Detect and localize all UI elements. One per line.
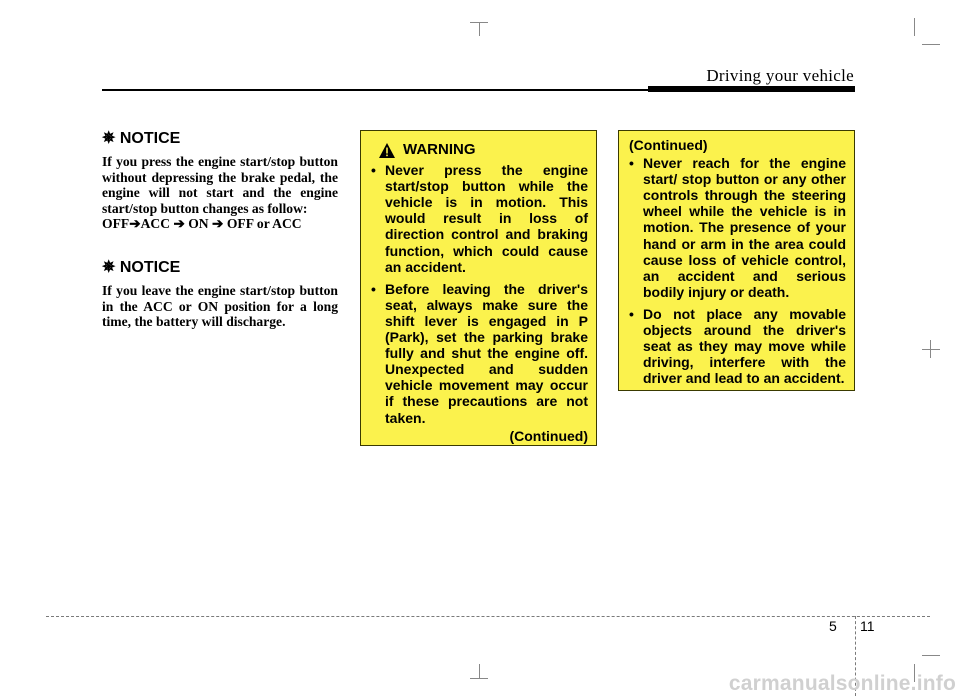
page-number: 11 (860, 618, 875, 634)
right-arrow-icon: ➔ (129, 216, 141, 232)
warning-title: WARNING (369, 142, 588, 158)
header-rule (102, 89, 648, 91)
continued-label: (Continued) (629, 137, 708, 153)
crop-mark-top-center (479, 22, 480, 36)
warning-list (369, 162, 588, 426)
crop-mark-right-center (922, 349, 940, 350)
header-accent-bar (648, 86, 855, 92)
notice-section-2 (102, 257, 338, 330)
crop-mark-bottom-center (470, 678, 488, 679)
warning-box (360, 130, 597, 446)
crop-mark-top-right (922, 44, 940, 45)
list-item: • Never press the engine start/stop button while the vehicle is in motion. This would result in loss of direction control and braking function, which could cause an accident. (371, 162, 588, 275)
list-item: • Do not place any movable objects around the driver's seat as they may move while driving, interfere with the driver and lead to an accident. (629, 305, 846, 387)
crop-mark-bottom-center (479, 664, 480, 678)
warning-continued-box (618, 130, 855, 391)
crop-mark-top-right (914, 18, 915, 36)
chapter-number: 5 (829, 618, 837, 634)
mode-sequence: OFF➔ACC ➔ ON ➔ OFF or ACC (102, 216, 302, 232)
right-arrow-icon: ➔ (173, 216, 185, 232)
list-item: • Before leaving the driver's seat, always make sure the shift lever is engaged in P (Park), set the parking brake fully and shut the engine off. Unexpected and sudden vehicle movement may occur if these precautions are not taken. (371, 280, 588, 426)
list-item: • Never reach for the engine start/ stop button or any other controls through the steering wheel while the vehicle is in motion. The presence of your hand or arm in the area could cause loss of vehicle control, an accident and serious bodily injury or death. (629, 155, 846, 300)
footer-rule (46, 616, 930, 617)
page-header-title: Driving your vehicle (706, 66, 854, 85)
crop-mark-top-center (470, 22, 488, 23)
notice-body: If you press the engine start/stop button without depressing the brake pedal, the engine will not start and the engine start/stop button changes as follow: (102, 154, 338, 216)
watermark: carmanualsonline.info (728, 672, 956, 695)
notice-heading: ✵ NOTICE (102, 259, 181, 276)
cross-star-icon: ✵ (102, 259, 116, 276)
notice-body: If you leave the engine start/stop button in the ACC or ON position for a long time, the battery will discharge. (102, 283, 338, 330)
cross-star-icon: ✵ (102, 130, 116, 147)
crop-mark-bottom-right (922, 655, 940, 656)
warning-triangle-icon (379, 143, 395, 158)
notice-heading: ✵ NOTICE (102, 130, 181, 147)
warning-list (627, 155, 846, 386)
continued-label: (Continued) (509, 427, 588, 444)
right-arrow-icon: ➔ (212, 216, 224, 232)
notice-section-1 (102, 128, 338, 232)
